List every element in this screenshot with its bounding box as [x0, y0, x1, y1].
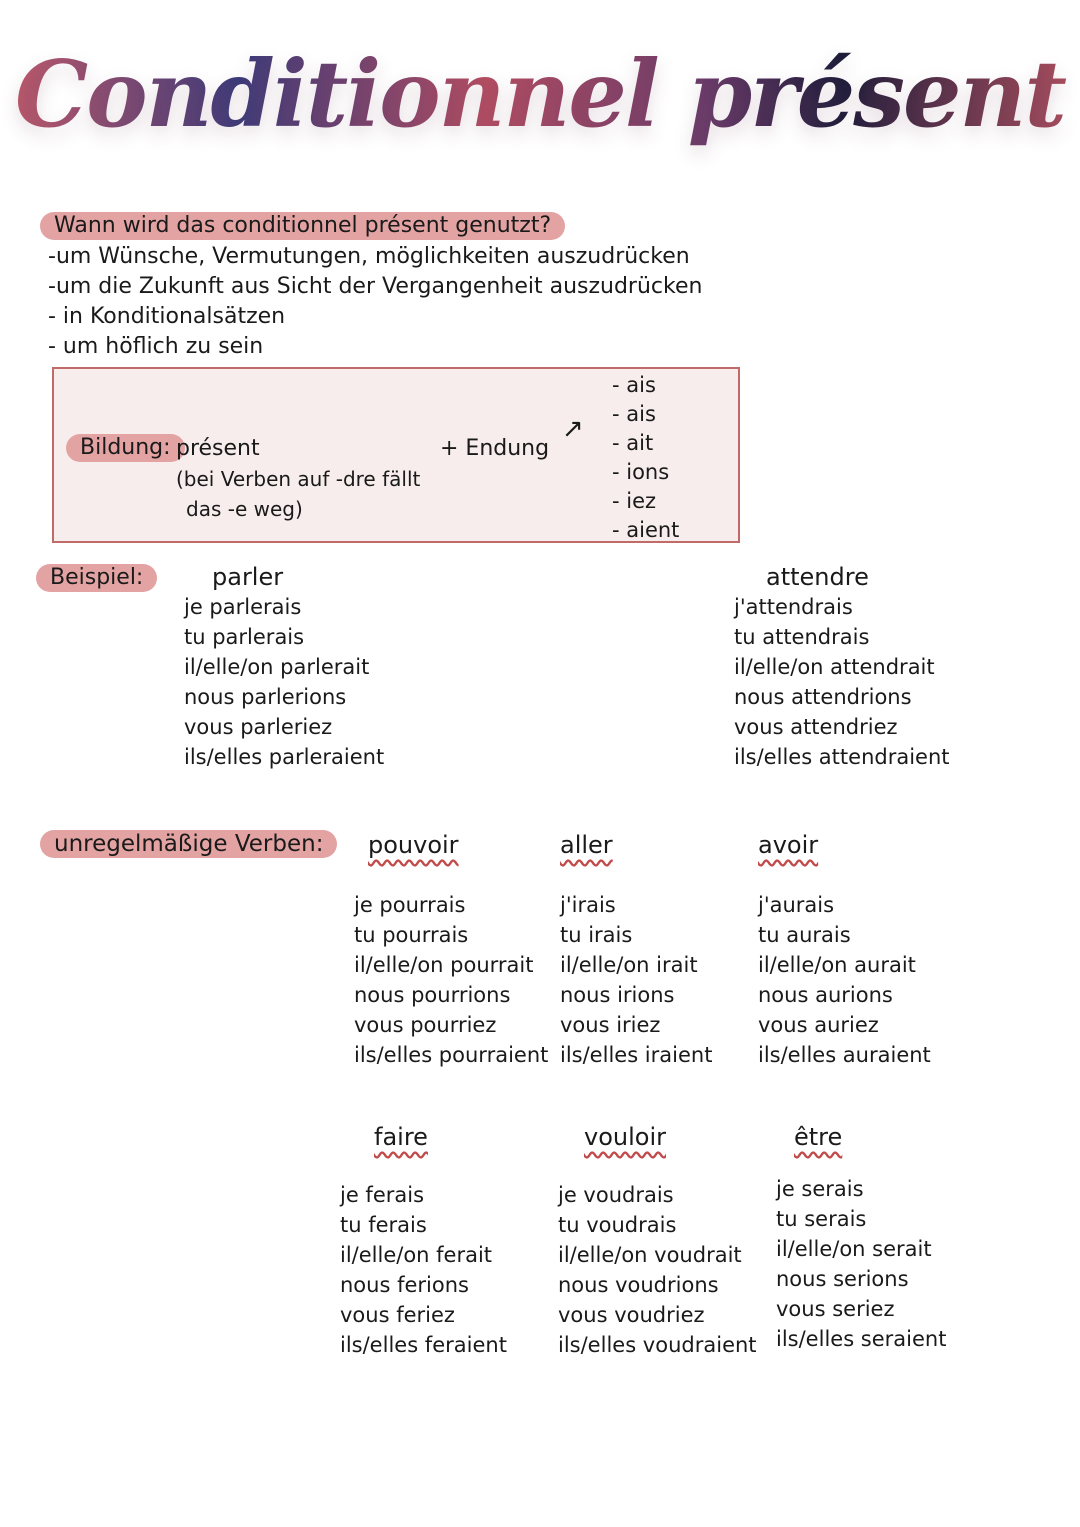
example-verb-attendre — [734, 562, 950, 772]
formation-label: Bildung: — [66, 434, 185, 462]
irregular-verb-faire — [340, 1122, 507, 1360]
formation-plus-ending: + Endung — [440, 436, 550, 461]
irregular-label: unregelmäßige Verben: — [40, 830, 337, 858]
verb-form: nous attendrions — [734, 685, 912, 709]
verb-form: il/elle/on voudrait — [558, 1243, 742, 1267]
verb-form: il/elle/on parlerait — [184, 655, 370, 679]
verb-form: vous voudriez — [558, 1303, 705, 1327]
verb-form: tu serais — [776, 1207, 867, 1231]
verb-form: nous aurions — [758, 983, 893, 1007]
irregular-verb-pouvoir — [354, 830, 548, 1070]
verb-infinitive: avoir — [758, 831, 819, 859]
verb-form: vous auriez — [758, 1013, 879, 1037]
endings-list — [612, 371, 679, 545]
ending-item: - ais — [612, 373, 656, 397]
formation-note-1: (bei Verben auf -dre fällt — [176, 467, 421, 491]
verb-form: ils/elles feraient — [340, 1333, 507, 1357]
verb-form: je serais — [776, 1177, 864, 1201]
verb-infinitive: pouvoir — [368, 831, 459, 859]
verb-form: j'irais — [560, 893, 616, 917]
verb-form: ils/elles iraient — [560, 1043, 713, 1067]
verb-form: ils/elles seraient — [776, 1327, 947, 1351]
usage-point: - in Konditionalsätzen — [48, 304, 286, 329]
verb-form: il/elle/on pourrait — [354, 953, 534, 977]
verb-form: ils/elles voudraient — [558, 1333, 757, 1357]
ending-item: - ions — [612, 460, 670, 484]
ending-item: - ait — [612, 431, 654, 455]
formation-base: présent — [176, 436, 260, 461]
usage-point: -um die Zukunft aus Sicht der Vergangenheit auszudrücken — [48, 274, 703, 299]
verb-form: il/elle/on ferait — [340, 1243, 493, 1267]
verb-form: je voudrais — [558, 1183, 674, 1207]
verb-infinitive: attendre — [766, 563, 869, 591]
verb-form: tu ferais — [340, 1213, 427, 1237]
verb-form: vous parleriez — [184, 715, 333, 739]
verb-form: je pourrais — [354, 893, 466, 917]
verb-form: il/elle/on serait — [776, 1237, 932, 1261]
verb-infinitive: vouloir — [584, 1123, 666, 1151]
irregular-verb-aller — [560, 830, 712, 1070]
ending-item: - iez — [612, 489, 657, 513]
verb-form: il/elle/on irait — [560, 953, 698, 977]
verb-form: nous pourrions — [354, 983, 511, 1007]
verb-infinitive: faire — [374, 1123, 428, 1151]
example-verb-parler — [184, 562, 384, 772]
irregular-verb-vouloir — [558, 1122, 757, 1360]
verb-form: vous pourriez — [354, 1013, 497, 1037]
example-label: Beispiel: — [36, 564, 157, 592]
verb-form: tu pourrais — [354, 923, 469, 947]
verb-form: ils/elles parleraient — [184, 745, 385, 769]
arrow-icon: ↗ — [562, 414, 584, 444]
verb-form: vous iriez — [560, 1013, 661, 1037]
verb-form: tu irais — [560, 923, 633, 947]
usage-point: - um höflich zu sein — [48, 334, 264, 359]
ending-item: - aient — [612, 518, 680, 542]
verb-form: il/elle/on aurait — [758, 953, 916, 977]
usage-question: Wann wird das conditionnel présent genutzt? — [40, 212, 565, 240]
usage-point: -um Wünsche, Vermutungen, möglichkeiten auszudrücken — [48, 244, 690, 269]
verb-form: nous ferions — [340, 1273, 469, 1297]
verb-form: ils/elles pourraient — [354, 1043, 549, 1067]
verb-form: je ferais — [340, 1183, 425, 1207]
verb-form: j'aurais — [758, 893, 835, 917]
verb-form: j'attendrais — [734, 595, 853, 619]
usage-list — [48, 242, 702, 362]
verb-form: vous seriez — [776, 1297, 895, 1321]
formation-note-2: das -e weg) — [186, 497, 303, 521]
ending-item: - ais — [612, 402, 656, 426]
verb-infinitive: parler — [212, 563, 284, 591]
irregular-verb-avoir — [758, 830, 931, 1070]
verb-form: tu attendrais — [734, 625, 870, 649]
verb-form: tu aurais — [758, 923, 851, 947]
verb-infinitive: être — [794, 1123, 843, 1151]
verb-form: nous voudrions — [558, 1273, 719, 1297]
verb-form: vous feriez — [340, 1303, 455, 1327]
verb-form: il/elle/on attendrait — [734, 655, 935, 679]
irregular-verb-etre — [776, 1122, 946, 1354]
verb-form: ils/elles auraient — [758, 1043, 931, 1067]
verb-form: tu parlerais — [184, 625, 305, 649]
verb-form: nous serions — [776, 1267, 909, 1291]
verb-form: tu voudrais — [558, 1213, 677, 1237]
verb-form: vous attendriez — [734, 715, 898, 739]
verb-infinitive: aller — [560, 831, 613, 859]
verb-form: nous parlerions — [184, 685, 347, 709]
page-title: Conditionnel présent — [0, 40, 1080, 148]
verb-form: ils/elles attendraient — [734, 745, 950, 769]
verb-form: nous irions — [560, 983, 675, 1007]
verb-form: je parlerais — [184, 595, 302, 619]
